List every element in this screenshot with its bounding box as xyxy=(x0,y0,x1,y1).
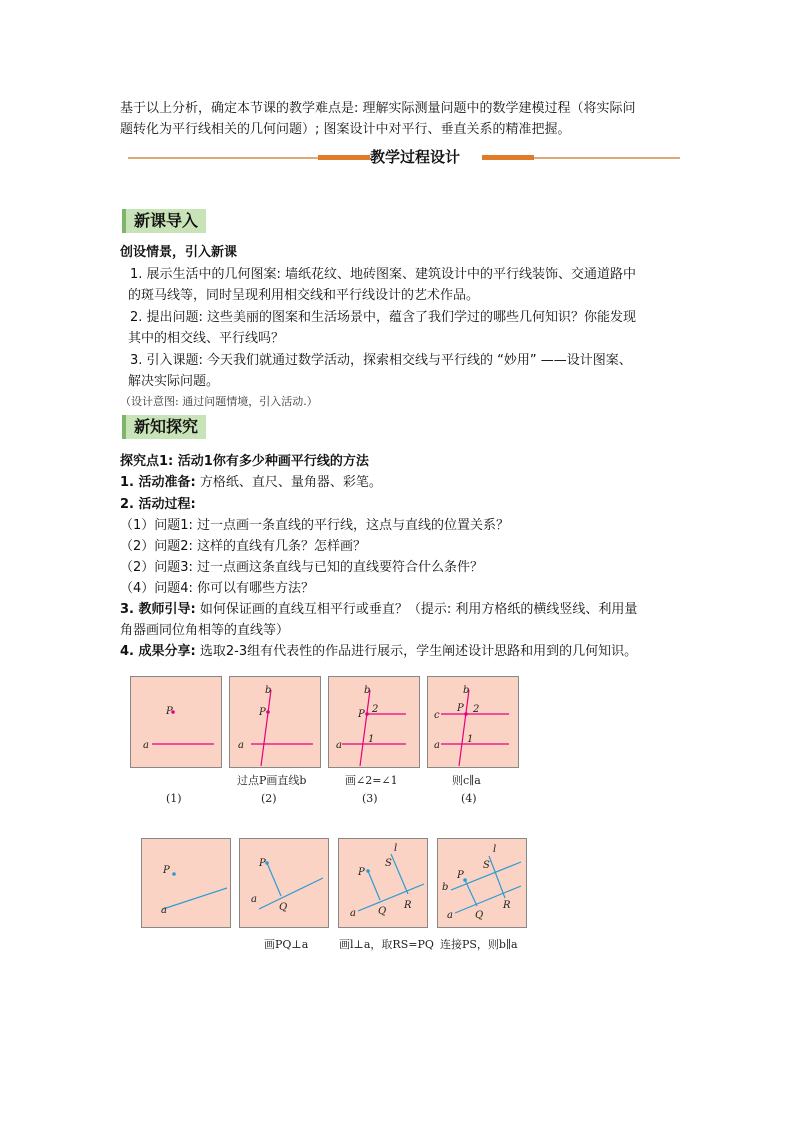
label-Q: Q xyxy=(475,910,484,921)
label-P: P xyxy=(166,706,173,717)
guide-line-1 xyxy=(120,599,637,620)
fig2-caption-2: 画PQ⊥a xyxy=(264,938,309,951)
banner-rule-right xyxy=(534,157,680,159)
fig2-panel-2 xyxy=(239,838,329,928)
label-b: b xyxy=(442,882,449,893)
label-a: a xyxy=(161,905,167,916)
design-note: （设计意图: 通过问题情境，引入活动.） xyxy=(120,395,318,408)
label-angle-1: 1 xyxy=(467,734,474,745)
point-p xyxy=(172,872,176,876)
section2-heading: 探究点1: 活动1你有多少种画平行线的方法 xyxy=(120,454,369,469)
fig1-number-4: (4) xyxy=(461,792,477,805)
fig2-panel-4 xyxy=(437,838,527,928)
label-b: b xyxy=(265,685,272,696)
section-tag-explore: 新知探究 xyxy=(122,415,206,439)
question-4: （4）问题4: 你可以有哪些方法？ xyxy=(120,581,315,596)
fig1-caption-2: 过点P画直线b xyxy=(237,774,307,787)
section1-item2-l2: 其中的相交线、平行线吗？ xyxy=(128,331,285,346)
label-a: a xyxy=(350,908,356,919)
fig1-caption-3: 画∠2=∠1 xyxy=(345,774,398,787)
label-P: P xyxy=(358,709,365,720)
banner-bar-left xyxy=(318,155,370,160)
section1-item1-l2: 的斑马线等，同时呈现利用相交线和平行线设计的艺术作品。 xyxy=(128,288,480,303)
fig1-number-2: (2) xyxy=(261,792,277,805)
label-b: b xyxy=(364,685,371,696)
label-angle-1: 1 xyxy=(368,734,375,745)
fig1-panel-2 xyxy=(229,676,321,768)
label-S: S xyxy=(483,860,490,871)
intro-line-2: 题转化为平行线相关的几何问题）; 图案设计中对平行、垂直关系的精准把握。 xyxy=(120,122,571,137)
label-l: l xyxy=(493,844,497,855)
banner-title: 教学过程设计 xyxy=(370,148,461,166)
prep-text: 方格纸、直尺、量角器、彩笔。 xyxy=(195,475,382,490)
banner-rule-left xyxy=(128,157,318,159)
fig1-number-3: (3) xyxy=(362,792,378,805)
label-b: b xyxy=(463,685,470,696)
guide-line-2: 角器画同位角相等的直线等） xyxy=(120,623,290,638)
section1-item2-l1: 2. 提出问题: 这些美丽的图案和生活场景中，蕴含了我们学过的哪些几何知识？你能发现 xyxy=(130,310,637,325)
point-p xyxy=(463,878,467,882)
point-p xyxy=(366,869,370,873)
label-a: a xyxy=(143,740,149,751)
guide-text-1: 如何保证画的直线互相平行或垂直？（提示: 利用方格纸的横线竖线、利用量 xyxy=(195,602,638,617)
intro-line-1: 基于以上分析，确定本节课的教学难点是: 理解实际测量问题中的数学建模过程（将实际问 xyxy=(120,101,636,116)
label-Q: Q xyxy=(378,906,387,917)
label-P: P xyxy=(259,707,266,718)
fig1-panel-1 xyxy=(130,676,222,768)
prep-line xyxy=(120,472,382,493)
label-P: P xyxy=(259,858,266,869)
label-a: a xyxy=(251,894,257,905)
fig1-panel-4 xyxy=(427,676,519,768)
question-1: （1）问题1: 过一点画一条直线的平行线，这点与直线的位置关系？ xyxy=(120,518,510,533)
point-p xyxy=(365,712,369,716)
label-P: P xyxy=(457,703,464,714)
section1-heading: 创设情景，引入新课 xyxy=(120,245,238,260)
section1-item1-l1: 1. 展示生活中的几何图案: 墙纸花纹、地砖图案、建筑设计中的平行线装饰、交通道路中 xyxy=(130,267,637,282)
label-c: c xyxy=(434,710,440,721)
label-angle-2: 2 xyxy=(473,704,480,715)
label-S: S xyxy=(385,858,392,869)
label-R: R xyxy=(404,900,412,911)
point-p xyxy=(266,710,270,714)
share-line xyxy=(120,641,637,662)
fig2-panel-1 xyxy=(141,838,231,928)
label-P: P xyxy=(457,870,464,881)
fig2-caption-4: 连接PS，则b∥a xyxy=(440,938,518,951)
question-2: （2）问题2: 这样的直线有几条？怎样画？ xyxy=(120,539,367,554)
banner-bar-right xyxy=(482,155,534,160)
label-a: a xyxy=(434,740,440,751)
process-label: 2. 活动过程: xyxy=(120,497,196,512)
share-label: 4. 成果分享: xyxy=(120,644,196,659)
prep-label: 1. 活动准备: xyxy=(120,475,196,490)
point-p xyxy=(464,712,468,716)
question-3: （2）问题3: 过一点画这条直线与已知的直线要符合什么条件？ xyxy=(120,560,484,575)
label-l: l xyxy=(394,843,398,854)
fig2-caption-3: 画l⊥a，取RS=PQ xyxy=(339,938,434,951)
label-P: P xyxy=(358,867,365,878)
label-angle-2: 2 xyxy=(372,704,379,715)
guide-label: 3. 教师引导: xyxy=(120,602,196,617)
fig2-panel-3 xyxy=(338,838,428,928)
label-a: a xyxy=(447,910,453,921)
section-tag-intro: 新课导入 xyxy=(122,209,206,233)
fig1-caption-4: 则c∥a xyxy=(452,774,481,787)
label-Q: Q xyxy=(279,902,288,913)
label-a: a xyxy=(238,740,244,751)
label-P: P xyxy=(163,865,170,876)
fig1-number-1: (1) xyxy=(166,792,182,805)
point-p xyxy=(265,861,269,865)
section1-item3-l2: 解决实际问题。 xyxy=(128,374,220,389)
label-R: R xyxy=(503,900,511,911)
section1-item3-l1: 3. 引入课题: 今天我们就通过数学活动，探索相交线与平行线的 “妙用” ——设计图案、 xyxy=(130,353,632,368)
label-a: a xyxy=(336,740,342,751)
share-text: 选取2-3组有代表性的作品进行展示，学生阐述设计思路和用到的几何知识。 xyxy=(195,644,638,659)
fig1-panel-3 xyxy=(328,676,420,768)
